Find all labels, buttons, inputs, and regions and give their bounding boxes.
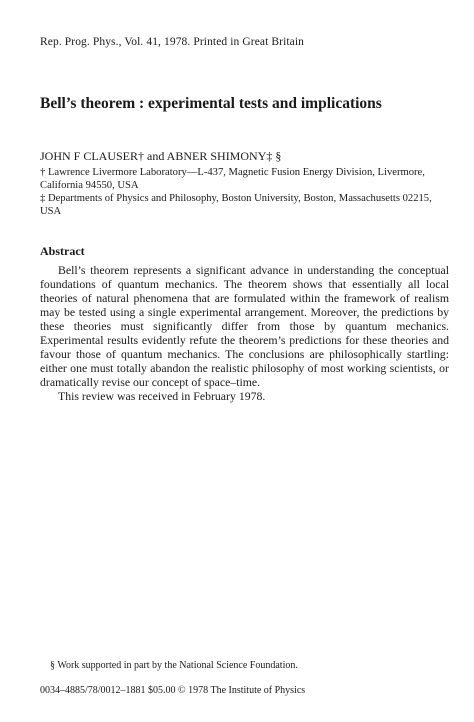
copyright-line: 0034–4885/78/0012–1881 $05.00 © 1978 The Institute of Physics (40, 685, 306, 696)
affiliation-boston: ‡ Departments of Physics and Philosophy, Boston University, Boston, Massachusetts 02215, USA (40, 193, 432, 217)
funding-footnote: § Work supported in part by the National Science Foundation. (50, 660, 298, 671)
abstract-heading: Abstract (40, 244, 85, 258)
journal-reference: Rep. Prog. Phys., Vol. 41, 1978. Printed in Great Britain (40, 36, 305, 48)
article-title: Bell’s theorem : experimental tests and implications (40, 95, 382, 112)
received-date-note: This review was received in February 1978. (58, 389, 266, 403)
abstract-body: Bell’s theorem represents a significant advance in understanding the conceptual foundations of quantum mechanics. The theorem shows that essentially all local theories of natural phenomena that are formulated within the framework of realism may be tested using a single experimental arrangement. Moreover, the predictions by these theories must significantly differ from those by quantum mechanics. Experimental results evidently refute the theorem’s predictions for these theories and favour those of quantum mechanics. The conclusions are philosophically startling: either one must totally abandon the realistic philosophy of most working scientists, or dramatically revise our concept of space–time. (40, 263, 449, 389)
author-list: JOHN F CLAUSER† and ABNER SHIMONY‡ § (40, 149, 282, 163)
affiliation-livermore: † Lawrence Livermore Laboratory—L-437, Magnetic Fusion Energy Division, Livermore, California 94550, USA (40, 167, 425, 191)
